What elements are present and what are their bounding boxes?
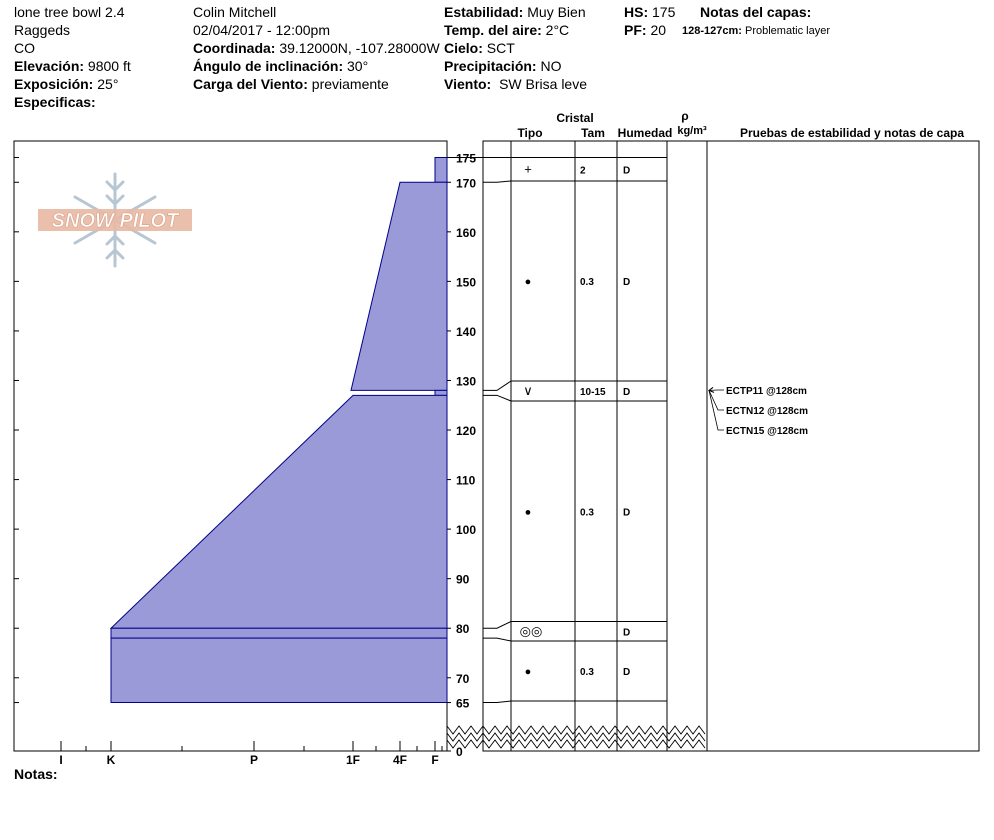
notes-label: Notas:: [14, 766, 58, 782]
location-name: lone tree bowl 2.4: [14, 4, 125, 20]
air-temp-value: 2°C: [545, 22, 570, 38]
air-temp-label: Temp. del aire:: [444, 22, 542, 38]
aspect-label: Exposición:: [14, 76, 94, 92]
col-rho: ρ: [681, 109, 689, 123]
depth-label-150: 150: [456, 275, 477, 290]
layer-table: [483, 141, 808, 751]
moisture-4: D: [623, 507, 631, 519]
coordinate-value: 39.12000N, -107.28000W: [279, 40, 440, 56]
stability-label: Estabilidad:: [444, 4, 524, 20]
hardness-layer-4: [111, 395, 447, 628]
hardness-label-K: K: [106, 753, 116, 767]
aspect-value: 25°: [97, 76, 119, 92]
layer-table-frame: [483, 141, 979, 751]
col-cristal: Cristal: [556, 111, 594, 125]
hs-label: HS:: [624, 4, 649, 20]
grain-type-3: ∨: [523, 383, 533, 398]
depth-label-80: 80: [456, 622, 470, 637]
incline-label: Ángulo de inclinación:: [193, 58, 344, 74]
observer-name: Colin Mitchell: [193, 4, 277, 20]
snowpilot-logo: [38, 174, 192, 266]
grain-size-4: 0.3: [580, 507, 594, 519]
depth-label-140: 140: [456, 324, 477, 339]
observation-datetime: 02/04/2017 - 12:00pm: [193, 22, 330, 38]
hardness-label-I: I: [59, 753, 63, 767]
state-name: CO: [14, 40, 35, 56]
depth-label-65: 65: [456, 696, 470, 711]
boundary-connector-128: [483, 381, 511, 390]
depth-label-170: 170: [456, 176, 477, 191]
depth-label-120: 120: [456, 424, 477, 439]
pf-value: 20: [650, 22, 667, 38]
depth-label-160: 160: [456, 225, 477, 240]
col-tests-header: Pruebas de estabilidad y notas de capa: [739, 126, 965, 140]
layer-notes-label: Notas del capas:: [700, 4, 812, 20]
stability-test-2: ECTN12 @128cm: [726, 406, 809, 417]
hardness-layer-5: [111, 628, 447, 638]
boundary-connector-78: [483, 638, 511, 641]
moisture-6: D: [623, 667, 631, 678]
wind-label: Viento:: [444, 76, 492, 92]
range-name: Raggeds: [14, 22, 71, 38]
wind-load-value: previamente: [311, 76, 389, 92]
hardness-label-P: P: [249, 753, 259, 767]
layer-note-range: 128-127cm:: [682, 25, 742, 37]
elevation-value: 9800 ft: [87, 58, 131, 74]
wind-load-label: Carga del Viento:: [193, 76, 308, 92]
depth-label-100: 100: [456, 523, 477, 538]
precip-label: Precipitación:: [444, 58, 537, 74]
wind-value: SW Brisa leve: [499, 76, 588, 92]
col-humedad: Humedad: [617, 126, 673, 140]
precip-value: NO: [540, 58, 562, 74]
depth-break-line-2: [447, 733, 705, 741]
col-rho-unit: kg/m³: [677, 125, 707, 137]
moisture-1: D: [623, 165, 631, 177]
boundary-connector-127: [483, 395, 511, 401]
pf-label: PF:: [624, 22, 647, 38]
grain-size-1: 2: [580, 165, 586, 177]
depth-break-line-3: [447, 740, 705, 748]
grain-type-1: +: [524, 161, 532, 177]
depth-label-70: 70: [456, 671, 470, 686]
grain-type-5: ◎◎: [519, 623, 543, 639]
specifics-label: Especificas:: [14, 94, 96, 110]
boundary-connector-65: [483, 701, 511, 703]
grain-type-6: ●: [524, 666, 532, 678]
sky-label: Cielo:: [444, 40, 483, 56]
stability-test-3: ECTN15 @128cm: [726, 426, 809, 437]
col-tipo: Tipo: [517, 126, 543, 140]
incline-value: 30°: [347, 58, 369, 74]
coordinate-label: Coordinada:: [193, 40, 276, 56]
hardness-profile: [111, 158, 447, 703]
col-tam: Tam: [581, 126, 605, 140]
layer-note-text: Problematic layer: [745, 25, 830, 37]
hardness-layer-2: [351, 182, 447, 390]
hardness-label-1F: 1F: [345, 753, 361, 767]
hardness-layer-3: [435, 390, 447, 395]
depth-label-130: 130: [456, 374, 477, 389]
grain-type-4: ●: [524, 506, 532, 519]
depth-label-175: 175: [456, 151, 477, 166]
elevation-label: Elevación:: [14, 58, 85, 74]
sky-value: SCT: [486, 40, 515, 56]
grain-type-2: ●: [524, 276, 532, 288]
stability-value: Muy Bien: [527, 4, 586, 20]
hardness-label-4F: 4F: [392, 753, 408, 767]
boundary-connector-170: [483, 181, 511, 182]
moisture-5: D: [623, 627, 631, 639]
grain-size-2: 0.3: [580, 277, 594, 288]
depth-label-110: 110: [456, 473, 476, 488]
depth-label-0: 0: [456, 745, 463, 759]
moisture-3: D: [623, 387, 631, 398]
depth-break-line-1: [447, 726, 705, 734]
hardness-label-F: F: [431, 753, 439, 767]
hs-value: 175: [652, 4, 676, 20]
moisture-2: D: [623, 277, 631, 288]
grain-size-3: 10-15: [580, 387, 606, 398]
boundary-connector-80: [483, 622, 511, 629]
hardness-layer-6: [111, 638, 447, 702]
logo-text: SNOW PILOT: [51, 210, 179, 232]
hardness-layer-1: [435, 158, 447, 183]
stability-test-1: ECTP11 @128cm: [726, 386, 807, 397]
grain-size-6: 0.3: [580, 667, 594, 678]
depth-label-90: 90: [456, 572, 470, 587]
